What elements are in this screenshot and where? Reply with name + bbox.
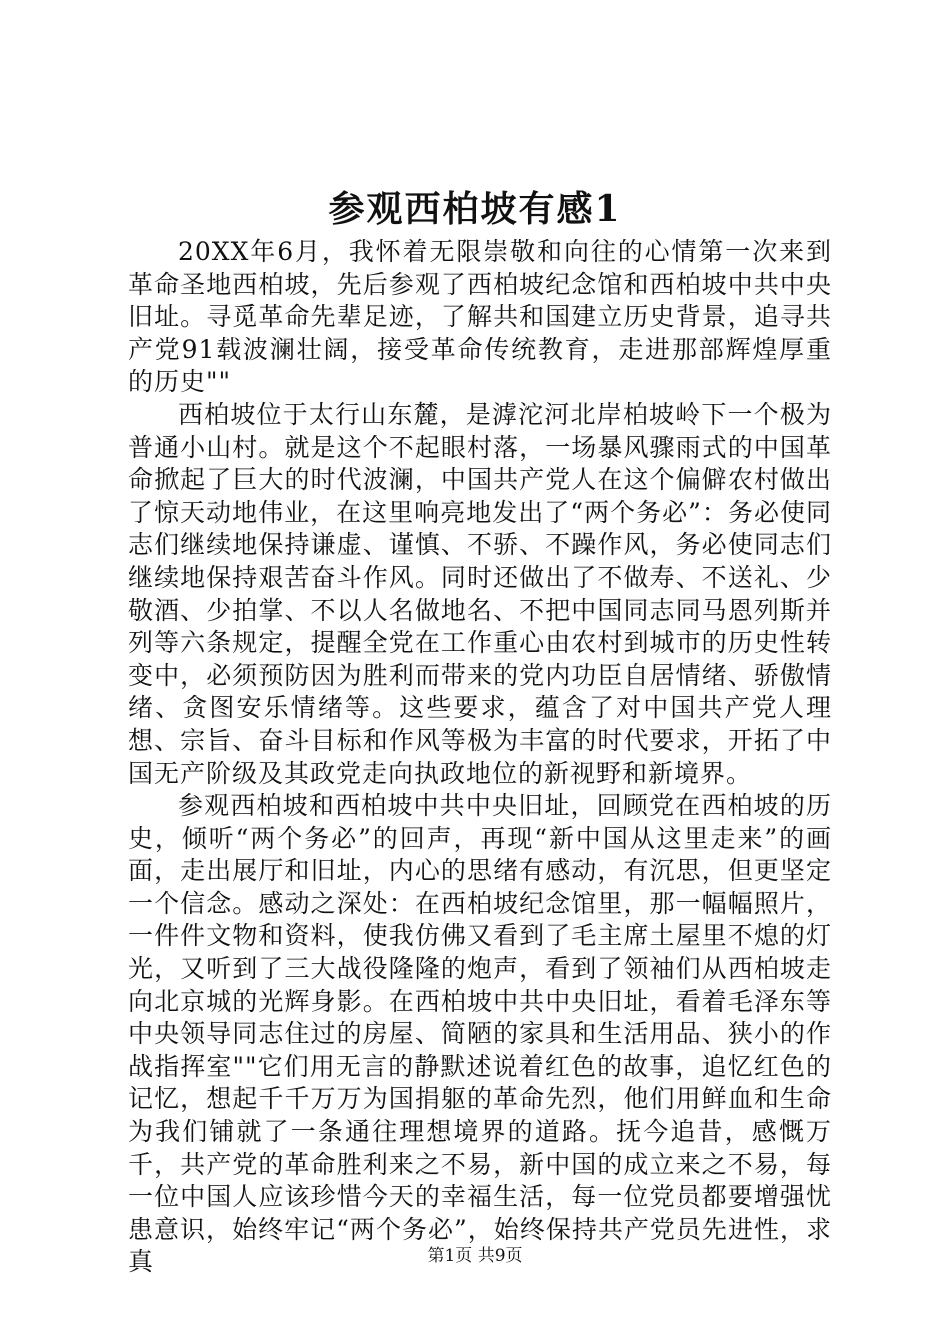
document-body xyxy=(128,236,832,1279)
document-title: 参观西柏坡有感1 xyxy=(328,188,622,230)
paragraph: 西柏坡位于太行山东麓，是滹沱河北岸柏坡岭下一个极为普通小山村。就是这个不起眼村落，一场暴风骤雨式的中国革命掀起了巨大的时代波澜，中国共产党人在这个偏僻农村做出了惊天动地伟业，在这里响亮地发出了“两个务必”：务必使同志们继续地保持谦虚、谨慎、不骄、不躁作风，务必使同志们继续地保持艰苦奋斗作风。同时还做出了不做寿、不送礼、少敬酒、少拍掌、不以人名做地名、不把中国同志同马恩列斯并列等六条规定，提醒全党在工作重心由农村到城市的历史性转变中，必须预防因为胜利而带来的党内功臣自居情绪、骄傲情绪、贪图安乐情绪等。这些要求，蕴含了对中国共产党人理想、宗旨、奋斗目标和作风等极为丰富的时代要求，开拓了中国无产阶级及其政党走向执政地位的新视野和新境界。 xyxy=(128,399,832,788)
paragraph: 参观西柏坡和西柏坡中共中央旧址，回顾党在西柏坡的历史，倾听“两个务必”的回声，再现“新中国从这里走来”的画面，走出展厅和旧址，内心的思绪有感动，有沉思，但更坚定一个信念。感动之深处：在西柏坡纪念馆里，那一幅幅照片，一件件文物和资料，使我仿佛又看到了毛主席土屋里不熄的灯光，又听到了三大战役隆隆的炮声，看到了领袖们从西柏坡走向北京城的光辉身影。在西柏坡中共中央旧址，看着毛泽东等中央领导同志住过的房屋、简陋的家具和生活用品、狭小的作战指挥室""它们用无言的静默述说着红色的故事，追忆红色的记忆，想起千千万万为国捐躯的革命先烈，他们用鲜血和生命为我们铺就了一条通往理想境界的道路。抚今追昔，感慨万千，共产党的革命胜利来之不易，新中国的成立来之不易，每一位中国人应该珍惜今天的幸福生活，每一位党员都要增强忧患意识，始终牢记“两个务必”，始终保持共产党员先进性，求真 xyxy=(128,791,832,1277)
page-number-footer: 第1页 共9页 xyxy=(427,1246,523,1266)
paragraph: 20XX年6月，我怀着无限崇敬和向往的心情第一次来到革命圣地西柏坡，先后参观了西柏坡纪念馆和西柏坡中共中央旧址。寻觅革命先辈足迹，了解共和国建立历史背景，追寻共产党91载波澜壮阔，接受革命传统教育，走进那部辉煌厚重的历史"" xyxy=(128,237,832,397)
